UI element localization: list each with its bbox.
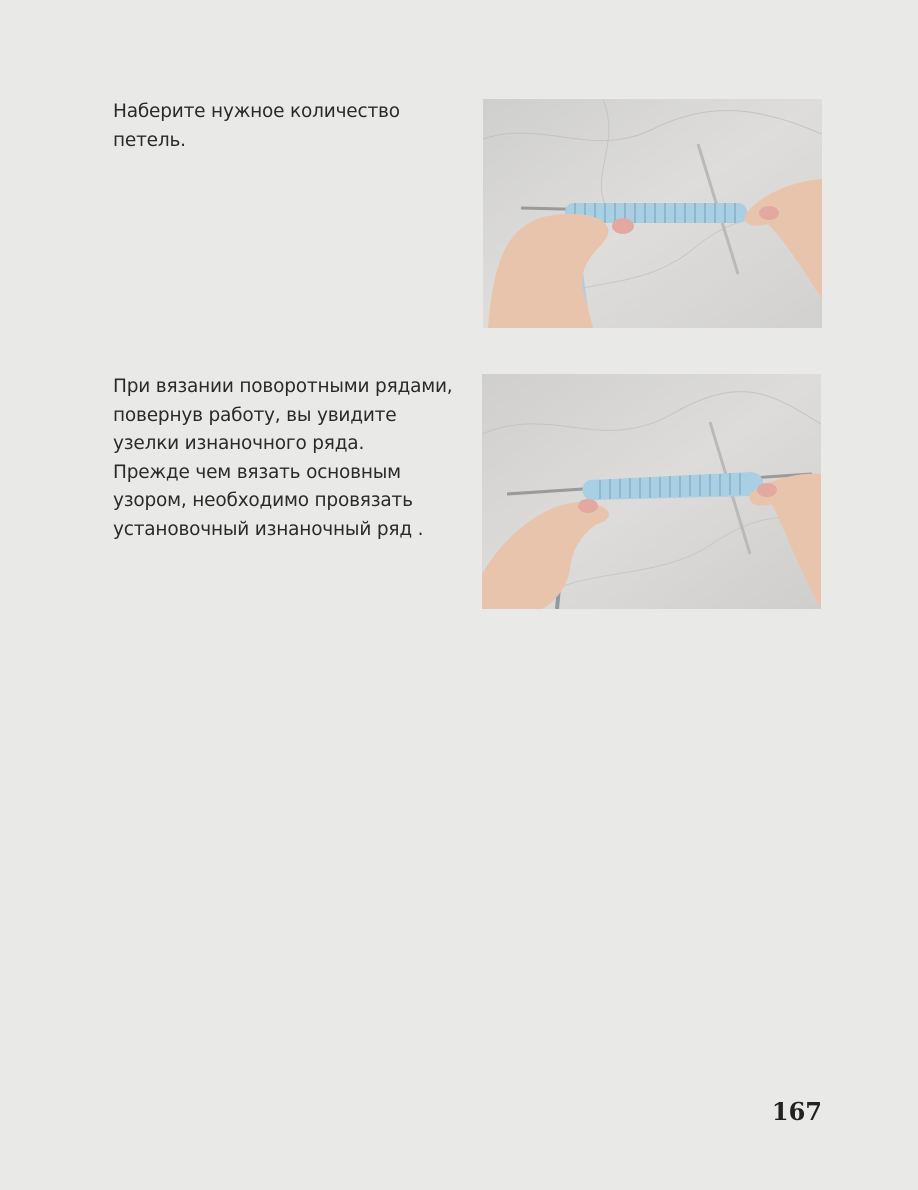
step-2-text: При вязании поворотными рядами, повернув работу, вы увидите узелки изнаночного ряда. Прежде чем вязать основным узором, необходимо провязать установочный изнаночный ряд .: [113, 376, 453, 540]
page-number: 167: [771, 1097, 822, 1126]
step-1-text: Наберите нужное количество петель.: [113, 101, 400, 151]
knitting-cast-on-photo: [483, 99, 822, 328]
knitting-purl-row-photo: [482, 374, 821, 609]
